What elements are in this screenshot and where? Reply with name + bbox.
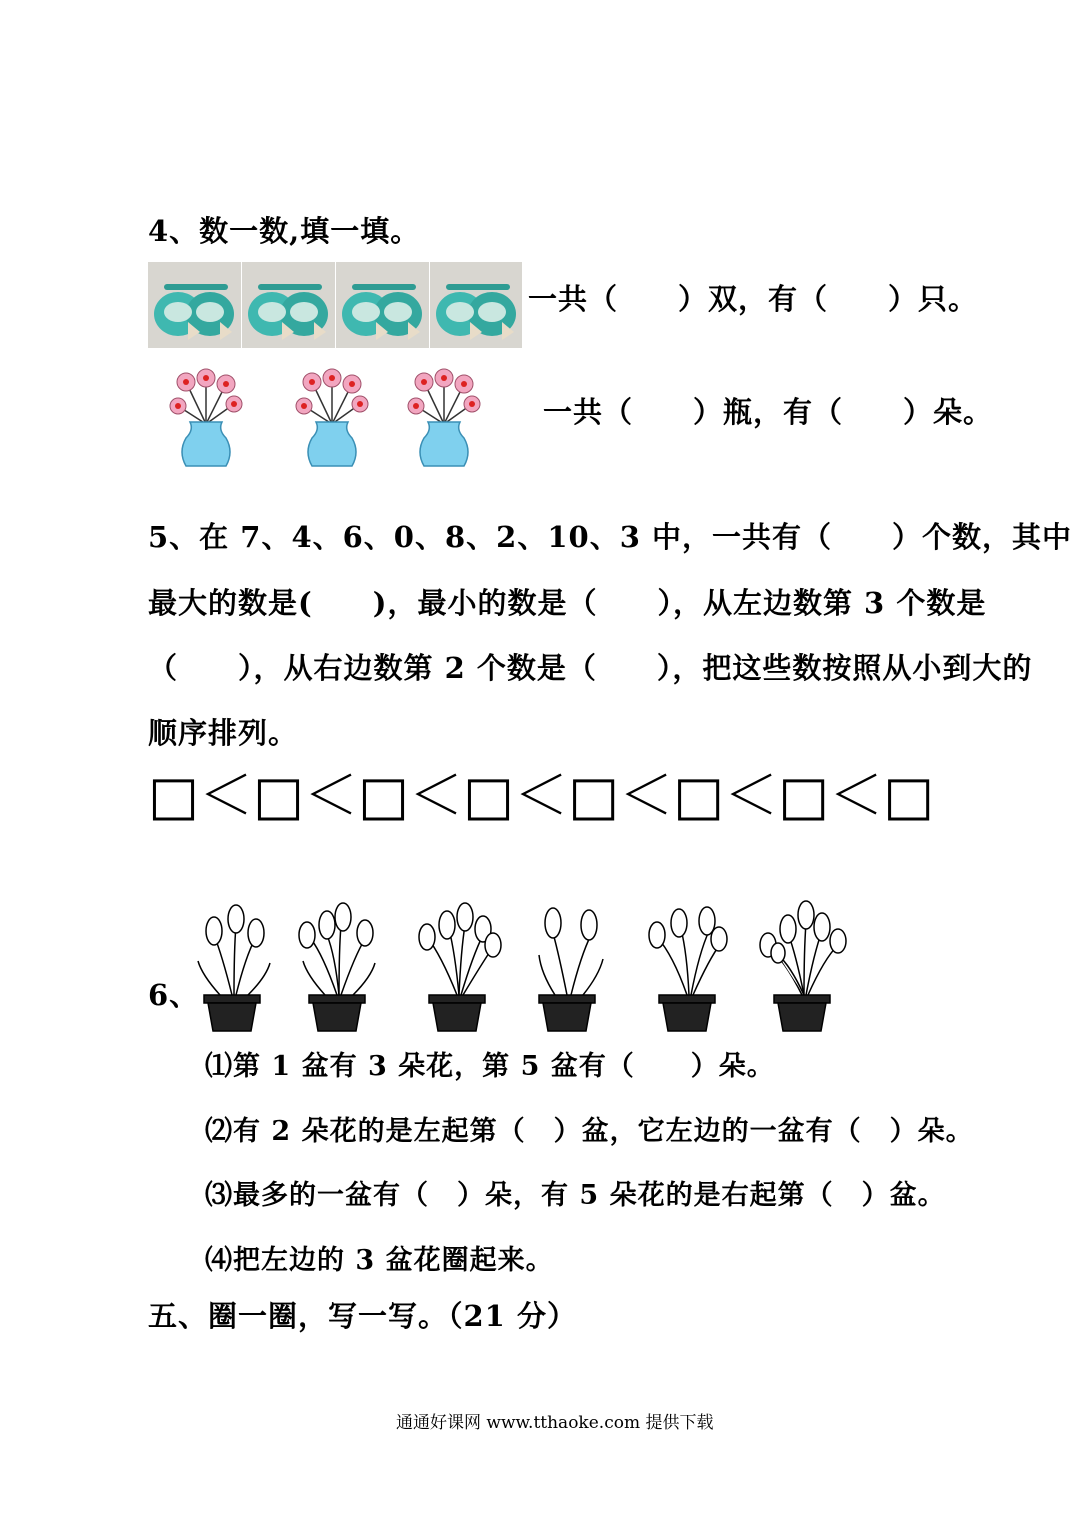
footer-text: 通通好课网 www.tthaoke.com 提供下载 — [396, 1413, 714, 1433]
q5-line-3: （ ），从右边数第 2 个数是（ ），把这些数按照从小到大的 — [148, 651, 1033, 685]
q5-line-2: 最大的数是( )，最小的数是（ ），从左边数第 3 个数是 — [148, 586, 987, 620]
section5-title: 五、圈一圈，写一写。（21 分） — [148, 1299, 577, 1333]
vase-images — [158, 364, 498, 474]
q5-line-4: 顺序排列。 — [148, 716, 299, 750]
shoe-pair-icon — [148, 262, 242, 348]
potted-tulip-icon — [760, 901, 846, 1031]
shoe-images — [148, 262, 522, 348]
q6-question-4: ⑷把左边的 3 盆花圈起来。 — [205, 1245, 554, 1276]
q4-shoes-text: 一共（ ）双，有（ ）只。 — [528, 282, 979, 316]
q5-line-1: 5、在 7、4、6、0、8、2、10、3 中，一共有（ ）个数，其中 — [148, 520, 1072, 554]
shoe-pair-icon — [336, 262, 430, 348]
flower-vase-icon — [170, 369, 242, 466]
potted-tulip-icon — [198, 905, 270, 1031]
flower-vase-icon — [408, 369, 480, 466]
q6-question-3: ⑶最多的一盆有（ ）朵，有 5 朵花的是右起第（ ）盆。 — [205, 1180, 946, 1211]
q4-title: 4、数一数,填一填。 — [148, 214, 421, 248]
potted-tulip-icon — [299, 903, 375, 1031]
q5-answer-boxes[interactable]: □＜□＜□＜□＜□＜□＜□＜□ — [148, 764, 935, 827]
tulip-pots — [180, 895, 880, 1040]
q6-label: 6、 — [148, 978, 200, 1012]
q6-question-1: ⑴第 1 盆有 3 朵花，第 5 盆有（ ）朵。 — [205, 1051, 775, 1082]
q6-question-2: ⑵有 2 朵花的是左起第（ ）盆，它左边的一盆有（ ）朵。 — [205, 1116, 974, 1147]
flower-vase-icon — [296, 369, 368, 466]
q4-vases-text: 一共（ ）瓶，有（ ）朵。 — [543, 395, 994, 429]
potted-tulip-icon — [419, 903, 501, 1031]
shoe-pair-icon — [430, 262, 523, 348]
potted-tulip-icon — [649, 907, 727, 1031]
potted-tulip-icon — [539, 908, 603, 1031]
shoe-pair-icon — [242, 262, 336, 348]
